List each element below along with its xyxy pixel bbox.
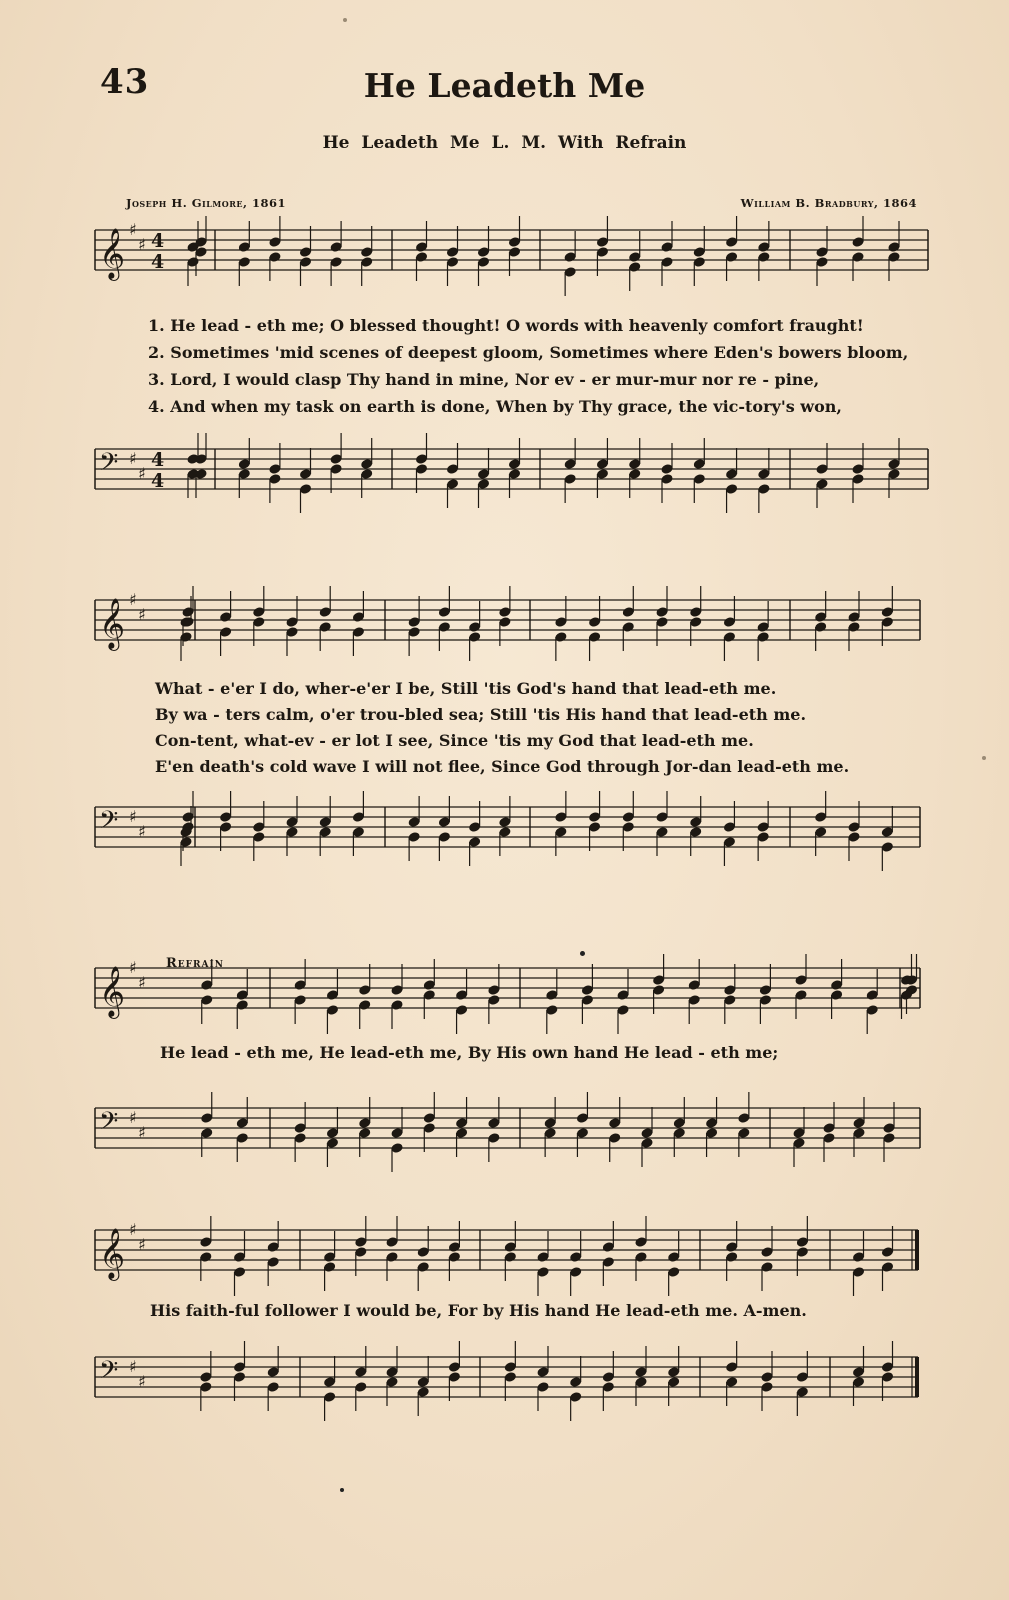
time-signature-digit: 4 [151, 449, 165, 471]
treble-clef-icon: 𝄞 [99, 1228, 126, 1279]
paper-speck [340, 1488, 344, 1492]
tune-meter-line: He Leadeth Me L. M. With Refrain [322, 133, 687, 153]
system-1-verse-2: 2. Sometimes 'mid scenes of deepest gloom, Sometimes where Eden's bowers bloom, [148, 343, 909, 362]
paper-speck [580, 951, 585, 956]
system-2-verse-2: By wa - ters calm, o'er trou-bled sea; Still 'tis His hand that lead-eth me. [155, 705, 807, 724]
sharp-icon: ♯ [138, 235, 146, 254]
sharp-icon: ♯ [129, 1220, 137, 1239]
music-credit: William B. Bradbury, 1864 [740, 196, 917, 210]
sharp-icon: ♯ [129, 590, 137, 609]
system-3-refrain-lyric: He lead - eth me, He lead-eth me, By His own hand He lead - eth me; [160, 1043, 779, 1062]
sharp-icon: ♯ [138, 464, 146, 483]
time-signature-digit: 4 [151, 470, 165, 492]
time-signature-digit: 4 [151, 251, 165, 273]
refrain-label: Refrain [166, 956, 224, 971]
system-1-verse-3: 3. Lord, I would clasp Thy hand in mine, Nor ev - er mur-mur nor re - pine, [148, 370, 820, 389]
system-4-lyric: His faith-ful follower I would be, For by His hand He lead-eth me. A-men. [150, 1301, 807, 1320]
bass-clef-icon: 𝄢 [99, 1107, 119, 1142]
sharp-icon: ♯ [138, 1123, 146, 1142]
treble-clef-icon: 𝄞 [99, 598, 126, 649]
hymn-number: 43 [100, 62, 150, 102]
sharp-icon: ♯ [129, 807, 137, 826]
words-credit: Joseph H. Gilmore, 1861 [126, 196, 287, 210]
sharp-icon: ♯ [129, 1357, 137, 1376]
hymn-title: He Leadeth Me [363, 66, 646, 105]
paper-speck [982, 756, 986, 760]
bass-clef-icon: 𝄢 [99, 448, 119, 483]
sharp-icon: ♯ [138, 822, 146, 841]
sharp-icon: ♯ [129, 958, 137, 977]
sharp-icon: ♯ [138, 1372, 146, 1391]
system-2-verse-1: What - e'er I do, wher-e'er I be, Still 'tis God's hand that lead-eth me. [155, 679, 777, 698]
paper-speck [343, 18, 347, 22]
system-2-verse-3: Con-tent, what-ev - er lot I see, Since 'tis my God that lead-eth me. [155, 731, 754, 750]
system-2-verse-4: E'en death's cold wave I will not flee, Since God through Jor-dan lead-eth me. [155, 757, 850, 776]
sharp-icon: ♯ [138, 605, 146, 624]
sharp-icon: ♯ [129, 220, 137, 239]
bass-clef-icon: 𝄢 [99, 806, 119, 841]
treble-clef-icon: 𝄞 [99, 966, 126, 1017]
system-1-verse-1: 1. He lead - eth me; O blessed thought! O words with heavenly comfort fraught! [148, 316, 864, 335]
sharp-icon: ♯ [129, 449, 137, 468]
sharp-icon: ♯ [129, 1108, 137, 1127]
system-1-verse-4: 4. And when my task on earth is done, When by Thy grace, the vic-tory's won, [148, 397, 842, 416]
time-signature-digit: 4 [151, 230, 165, 252]
bass-clef-icon: 𝄢 [99, 1356, 119, 1391]
treble-clef-icon: 𝄞 [99, 228, 126, 279]
sharp-icon: ♯ [138, 973, 146, 992]
sharp-icon: ♯ [138, 1235, 146, 1254]
